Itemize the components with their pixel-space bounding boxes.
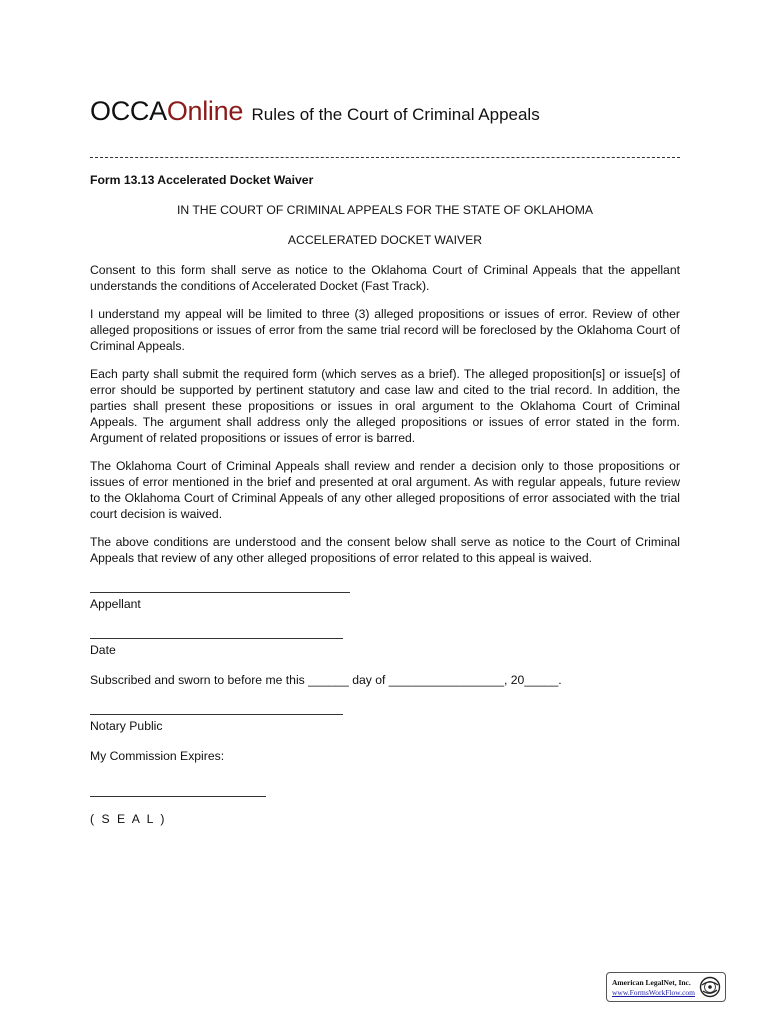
- document-header: [90, 96, 540, 127]
- commission-line[interactable]: [90, 784, 266, 797]
- header-subtitle: Rules of the Court of Criminal Appeals: [251, 105, 540, 124]
- commission-label: My Commission Expires:: [90, 749, 225, 763]
- appellant-label: Appellant: [90, 597, 141, 611]
- footer-url-link[interactable]: www.FormsWorkFlow.com: [612, 988, 696, 997]
- header-divider: [90, 157, 680, 158]
- sworn-statement: Subscribed and sworn to before me this ______ day of _________________, 20_____.: [90, 673, 562, 687]
- paragraph-consent: Consent to this form shall serve as notice to the Oklahoma Court of Criminal Appeals that the appellant understands the conditions of Accelerated Docket (Fast Track).: [90, 263, 680, 293]
- paragraph-conditions: The above conditions are understood and the consent below shall serve as notice to the Court of Criminal Appeals that review of any other alleged propositions of error related to this appeal is waived.: [90, 535, 680, 565]
- form-title: Form 13.13 Accelerated Docket Waiver: [90, 173, 314, 187]
- paragraph-limitation: I understand my appeal will be limited to three (3) alleged propositions or issues of error. Review of other alleged propositions or issues of error from the same trial record will be foreclosed by the Oklahoma Court of Criminal Appeals.: [90, 307, 680, 353]
- date-label: Date: [90, 643, 116, 657]
- brand-occa: OCCA: [90, 96, 167, 126]
- footer-badge[interactable]: [606, 972, 726, 1002]
- footer-company: American LegalNet, Inc.: [612, 978, 691, 987]
- date-line[interactable]: [90, 626, 343, 639]
- paragraph-submission: Each party shall submit the required form (which serves as a brief). The alleged proposition[s] or issue[s] of error should be supported by pertinent statutory and case law and cited to the trial record. In addition, the parties shall present these propositions or issues in oral argument to the Oklahoma Court of Criminal Appeals. The argument shall address only the alleged propositions or issues of error stated in the form. Argument of related propositions or issues of error is barred.: [90, 367, 680, 445]
- seal-label: ( S E A L ): [90, 812, 167, 826]
- court-line: IN THE COURT OF CRIMINAL APPEALS FOR THE STATE OF OKLAHOMA: [176, 203, 594, 217]
- brand-online: Online: [166, 96, 244, 126]
- form-heading: ACCELERATED DOCKET WAIVER: [287, 233, 483, 247]
- notary-label: Notary Public: [90, 719, 163, 733]
- globe-logo-icon: [699, 976, 721, 998]
- form-body: [90, 172, 680, 839]
- appellant-signature-line[interactable]: [90, 580, 350, 593]
- notary-signature-line[interactable]: [90, 702, 343, 715]
- paragraph-review: The Oklahoma Court of Criminal Appeals shall review and render a decision only to those propositions or issues of error mentioned in the brief and presented at oral argument. As with regular appeals, future review to the Oklahoma Court of Criminal Appeals of any other alleged propositions of error associated with the trial court decision is waived.: [90, 459, 680, 521]
